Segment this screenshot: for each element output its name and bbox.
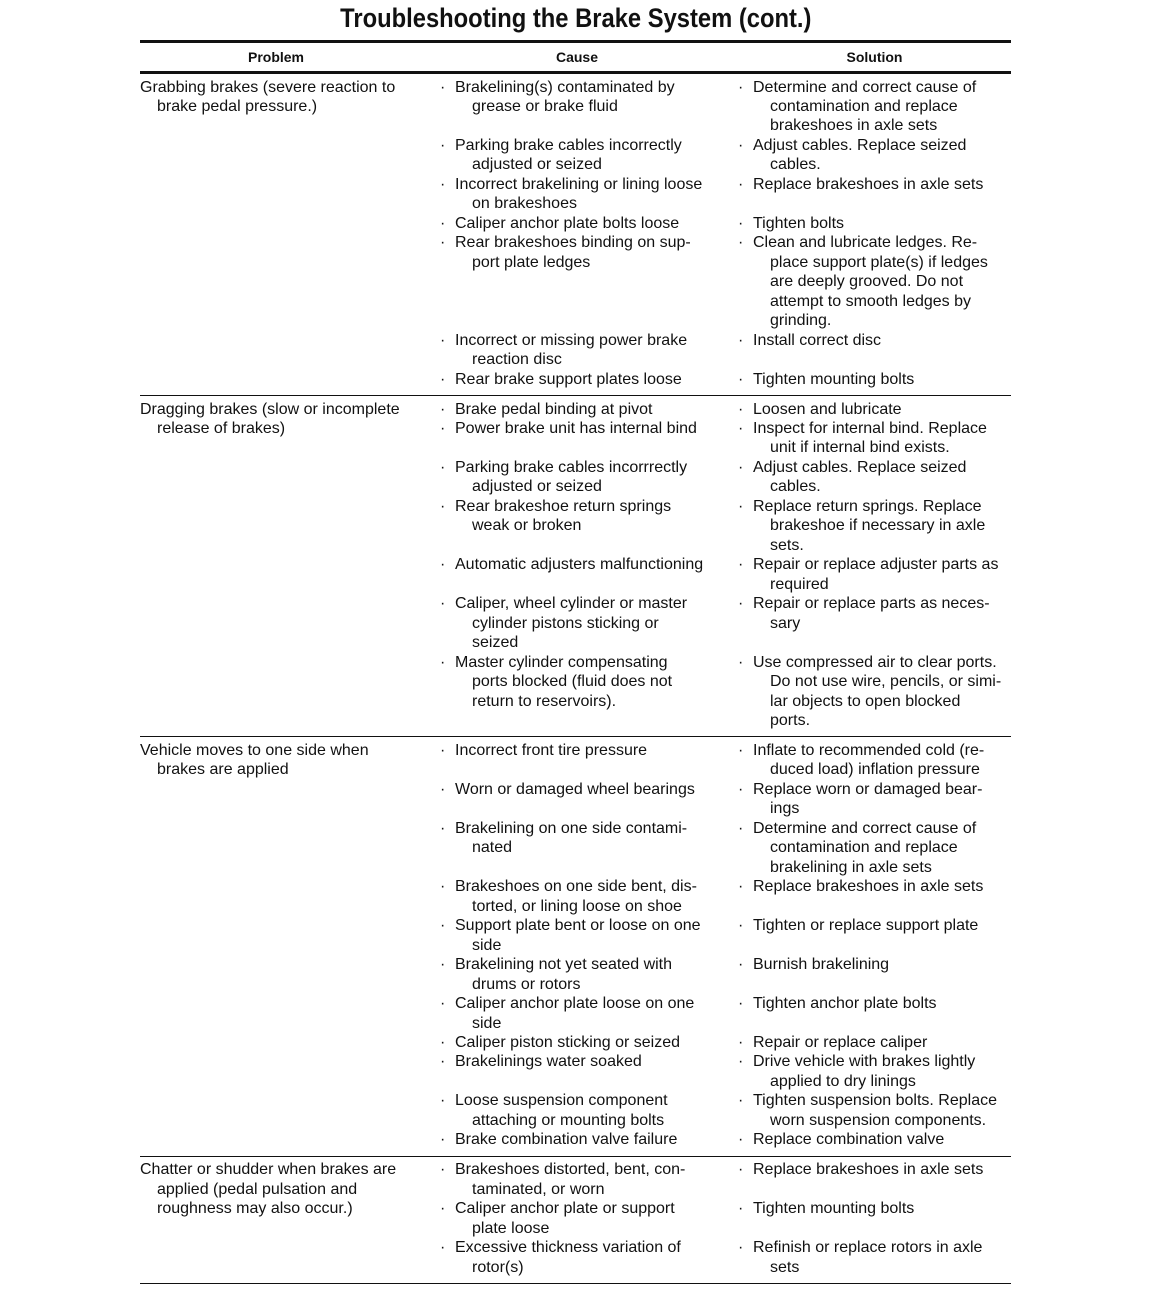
bullet-icon: · <box>440 556 446 574</box>
bullet-icon: · <box>440 653 446 671</box>
cause-solution-list <box>440 78 1011 390</box>
table-row <box>440 233 1011 330</box>
cause-cell <box>440 780 738 819</box>
cause-cell <box>440 994 738 1033</box>
solution-cell <box>738 136 1011 175</box>
table-row <box>440 594 1011 652</box>
solution-cell <box>738 916 1011 955</box>
table-row <box>440 1091 1011 1130</box>
cause-cell <box>440 1033 738 1052</box>
cause-cell <box>440 331 738 370</box>
cause-text: Caliper anchor plate or support plate loose <box>455 1200 675 1237</box>
solution-text: Clean and lubricate ledges. Re- place support plate(s) if ledges are deeply grooved. Do not attempt to smooth ledges by grinding. <box>753 234 988 330</box>
cause-text: Caliper piston sticking or seized <box>455 1034 680 1051</box>
cause-cell <box>440 458 738 497</box>
table-row <box>440 400 1011 419</box>
solution-text: Install correct disc <box>753 331 882 349</box>
cause-text: Loose suspension component attaching or mounting bolts <box>455 1092 668 1129</box>
problem-group <box>140 74 1011 396</box>
cause-text: Brakelining not yet seated with drums or rotors <box>455 956 673 993</box>
solution-text: Determine and correct cause of contamination and replace brakeshoes in axle sets <box>753 78 977 135</box>
table-row <box>440 78 1011 136</box>
solution-text: Refinish or replace rotors in axle sets <box>753 1239 983 1276</box>
solution-cell <box>738 877 1011 916</box>
bullet-icon: · <box>738 78 744 96</box>
cause-cell <box>440 555 738 594</box>
bullet-icon: · <box>738 331 744 349</box>
problem-group <box>140 1157 1011 1284</box>
cause-cell <box>440 175 738 214</box>
cause-text: Automatic adjusters malfunctioning <box>455 556 704 574</box>
cause-text: Incorrect or missing power brake reaction disc <box>455 331 688 369</box>
cause-text: Brake pedal binding at pivot <box>455 400 653 418</box>
table-row <box>440 1238 1011 1277</box>
bullet-icon: · <box>738 1034 744 1051</box>
problem-text: Vehicle moves to one side when brakes are applied <box>140 741 369 779</box>
table-row <box>440 1199 1011 1238</box>
table-row <box>440 741 1011 780</box>
solution-cell <box>738 994 1011 1033</box>
cause-cell <box>440 233 738 330</box>
table-row <box>440 653 1011 731</box>
cause-text: Support plate bent or loose on one side <box>455 917 701 954</box>
cause-text: Caliper anchor plate loose on one side <box>455 995 695 1032</box>
solution-cell <box>738 653 1011 731</box>
cause-cell <box>440 78 738 136</box>
bullet-icon: · <box>738 234 744 252</box>
bullet-icon: · <box>738 556 744 574</box>
cause-text: Brakelining on one side contami- nated <box>455 819 688 857</box>
cause-solution-list <box>440 400 1011 731</box>
header-cause: Cause <box>555 49 599 65</box>
bullet-icon: · <box>440 370 446 388</box>
bullet-icon: · <box>440 1131 446 1149</box>
problem-text: Chatter or shudder when brakes are applied (pedal pulsation and roughness may also occur.) <box>140 1161 397 1218</box>
table-row <box>440 916 1011 955</box>
solution-cell <box>738 1052 1011 1091</box>
table-row <box>440 877 1011 916</box>
cause-cell <box>440 653 738 731</box>
cause-cell <box>440 1052 738 1091</box>
bullet-icon: · <box>440 1034 446 1051</box>
bullet-icon: · <box>738 741 744 759</box>
problem-text: Grabbing brakes (severe reaction to brake pedal pressure.) <box>140 78 396 115</box>
bullet-icon: · <box>738 878 744 896</box>
cause-cell <box>440 1160 738 1199</box>
solution-cell <box>738 400 1011 419</box>
cause-text: Rear brakeshoes binding on sup- port plate ledges <box>455 234 691 271</box>
bullet-icon: · <box>440 819 446 837</box>
cause-text: Brakelinings water soaked <box>455 1053 642 1071</box>
problem-group <box>140 396 1011 737</box>
bullet-icon: · <box>440 331 446 349</box>
bullet-icon: · <box>738 1200 744 1218</box>
cause-text: Excessive thickness variation of rotor(s) <box>455 1239 681 1276</box>
solution-text: Use compressed air to clear ports. Do not use wire, pencils, or simi- lar objects to open blocked ports. <box>753 653 1002 729</box>
solution-cell <box>738 819 1011 877</box>
cause-text: Brake combination valve failure <box>455 1131 678 1149</box>
solution-cell <box>738 214 1011 233</box>
bullet-icon: · <box>440 175 446 193</box>
bullet-icon: · <box>738 497 744 515</box>
solution-text: Determine and correct cause of contamination and replace brakelining in axle sets <box>753 819 977 876</box>
problem-group <box>140 737 1011 1156</box>
table-row <box>440 175 1011 214</box>
solution-text: Adjust cables. Replace seized cables. <box>753 458 967 496</box>
solution-text: Burnish brakelining <box>753 956 890 974</box>
cause-solution-list <box>440 741 1011 1150</box>
bullet-icon: · <box>440 917 446 935</box>
solution-text: Tighten mounting bolts <box>753 1200 915 1218</box>
solution-text: Replace combination valve <box>753 1131 945 1149</box>
solution-cell <box>738 594 1011 652</box>
bullet-icon: · <box>738 370 744 388</box>
cause-cell <box>440 955 738 994</box>
solution-text: Inspect for internal bind. Replace unit if internal bind exists. <box>753 419 987 457</box>
table-row <box>440 458 1011 497</box>
bullet-icon: · <box>738 1131 744 1149</box>
bullet-icon: · <box>738 1053 744 1071</box>
troubleshooting-table <box>140 40 1011 1284</box>
bullet-icon: · <box>440 136 446 154</box>
cause-text: Caliper, wheel cylinder or master cylinder pistons sticking or seized <box>455 595 688 652</box>
bullet-icon: · <box>440 878 446 896</box>
bullet-icon: · <box>738 956 744 974</box>
table-row <box>440 370 1011 389</box>
header-problem: Problem <box>247 49 304 65</box>
solution-cell <box>738 1091 1011 1130</box>
bullet-icon: · <box>440 497 446 515</box>
bullet-icon: · <box>440 1161 446 1179</box>
solution-cell <box>738 233 1011 330</box>
bullet-icon: · <box>738 819 744 837</box>
bullet-icon: · <box>440 741 446 759</box>
solution-cell <box>738 78 1011 136</box>
bullet-icon: · <box>738 595 744 613</box>
solution-text: Tighten suspension bolts. Replace worn suspension components. <box>753 1092 997 1129</box>
cause-text: Master cylinder compensating ports blocked (fluid does not return to reservoirs). <box>455 653 673 710</box>
solution-cell <box>738 741 1011 780</box>
table-row <box>440 136 1011 175</box>
cause-text: Brakelining(s) contaminated by grease or brake fluid <box>455 78 675 115</box>
bullet-icon: · <box>738 400 744 418</box>
table-row <box>440 555 1011 594</box>
solution-text: Adjust cables. Replace seized cables. <box>753 136 967 174</box>
cause-cell <box>440 214 738 233</box>
cause-cell <box>440 370 738 389</box>
solution-text: Tighten bolts <box>753 214 845 232</box>
solution-text: Drive vehicle with brakes lightly applied to dry linings <box>753 1053 976 1090</box>
solution-cell <box>738 175 1011 214</box>
cause-cell <box>440 1130 738 1149</box>
solution-text: Replace brakeshoes in axle sets <box>753 175 984 193</box>
table-row <box>440 955 1011 994</box>
solution-text: Repair or replace parts as neces- sary <box>753 595 990 632</box>
bullet-icon: · <box>440 78 446 96</box>
cause-text: Parking brake cables incorrrectly adjusted or seized <box>455 458 688 496</box>
bullet-icon: · <box>440 419 446 437</box>
solution-cell <box>738 780 1011 819</box>
bullet-icon: · <box>738 136 744 154</box>
solution-cell <box>738 497 1011 555</box>
bullet-icon: · <box>440 1200 446 1218</box>
table-row <box>440 819 1011 877</box>
cause-cell <box>440 916 738 955</box>
cause-cell <box>440 400 738 419</box>
bullet-icon: · <box>440 458 446 476</box>
solution-text: Tighten mounting bolts <box>753 370 915 388</box>
bullet-icon: · <box>440 234 446 252</box>
bullet-icon: · <box>440 595 446 613</box>
table-row <box>440 214 1011 233</box>
table-header <box>140 40 1011 74</box>
cause-cell <box>440 419 738 458</box>
cause-cell <box>440 497 738 555</box>
cause-cell <box>440 594 738 652</box>
table-row <box>440 780 1011 819</box>
cause-cell <box>440 1238 738 1277</box>
table-row <box>440 419 1011 458</box>
cause-cell <box>440 819 738 877</box>
cause-cell <box>440 1199 738 1238</box>
cause-text: Incorrect brakelining or lining loose on brakeshoes <box>455 175 703 213</box>
cause-text: Rear brakeshoe return springs weak or broken <box>455 497 672 535</box>
bullet-icon: · <box>738 653 744 671</box>
solution-cell <box>738 370 1011 389</box>
cause-text: Brakeshoes distorted, bent, con- taminated, or worn <box>455 1161 686 1198</box>
bullet-icon: · <box>440 1053 446 1071</box>
bullet-icon: · <box>440 956 446 974</box>
header-solution: Solution <box>846 49 903 65</box>
table-row <box>440 1052 1011 1091</box>
solution-cell <box>738 458 1011 497</box>
bullet-icon: · <box>738 995 744 1013</box>
problem-text: Dragging brakes (slow or incomplete release of brakes) <box>140 400 400 437</box>
solution-text: Tighten anchor plate bolts <box>753 995 937 1013</box>
cause-cell <box>440 1091 738 1130</box>
solution-cell <box>738 1199 1011 1238</box>
solution-cell <box>738 1033 1011 1052</box>
cause-text: Caliper anchor plate bolts loose <box>455 214 680 232</box>
solution-text: Replace brakeshoes in axle sets <box>753 1161 984 1179</box>
solution-cell <box>738 1238 1011 1277</box>
solution-cell <box>738 331 1011 370</box>
solution-text: Replace brakeshoes in axle sets <box>753 878 984 896</box>
bullet-icon: · <box>738 780 744 798</box>
cause-cell <box>440 877 738 916</box>
table-body <box>140 74 1011 1284</box>
bullet-icon: · <box>738 175 744 193</box>
bullet-icon: · <box>738 458 744 476</box>
cause-text: Brakeshoes on one side bent, dis- torted, or lining loose on shoe <box>455 878 697 915</box>
page-title-text: Troubleshooting the Brake System (cont.) <box>340 3 812 33</box>
page-title <box>0 2 1152 34</box>
table-row <box>440 497 1011 555</box>
solution-text: Replace return springs. Replace brakeshoe if necessary in axle sets. <box>753 497 986 554</box>
bullet-icon: · <box>440 780 446 798</box>
solution-cell <box>738 419 1011 458</box>
cause-cell <box>440 741 738 780</box>
solution-text: Loosen and lubricate <box>753 400 902 418</box>
table-row <box>440 331 1011 370</box>
cause-text: Incorrect front tire pressure <box>455 741 648 759</box>
table-row <box>440 994 1011 1033</box>
table-row <box>440 1160 1011 1199</box>
solution-text: Tighten or replace support plate <box>753 917 979 935</box>
cause-text: Power brake unit has internal bind <box>455 419 697 437</box>
bullet-icon: · <box>440 995 446 1013</box>
solution-text: Inflate to recommended cold (re- duced load) inflation pressure <box>753 741 985 779</box>
bullet-icon: · <box>738 1161 744 1179</box>
cause-solution-list <box>440 1160 1011 1277</box>
bullet-icon: · <box>440 1092 446 1110</box>
bullet-icon: · <box>738 917 744 935</box>
solution-text: Repair or replace caliper <box>753 1034 928 1051</box>
cause-text: Worn or damaged wheel bearings <box>455 780 695 798</box>
solution-text: Replace worn or damaged bear- ings <box>753 780 983 818</box>
bullet-icon: · <box>440 1239 446 1257</box>
cause-text: Parking brake cables incorrectly adjusted or seized <box>455 136 682 174</box>
solution-text: Repair or replace adjuster parts as required <box>753 556 999 593</box>
table-row <box>440 1033 1011 1052</box>
bullet-icon: · <box>440 400 446 418</box>
bullet-icon: · <box>738 1092 744 1110</box>
bullet-icon: · <box>738 419 744 437</box>
cause-text: Rear brake support plates loose <box>455 370 682 388</box>
table-row <box>440 1130 1011 1149</box>
bullet-icon: · <box>738 214 744 232</box>
cause-cell <box>440 136 738 175</box>
solution-cell <box>738 1130 1011 1149</box>
bullet-icon: · <box>738 1239 744 1257</box>
bullet-icon: · <box>440 214 446 232</box>
solution-cell <box>738 555 1011 594</box>
solution-cell <box>738 955 1011 994</box>
solution-cell <box>738 1160 1011 1199</box>
